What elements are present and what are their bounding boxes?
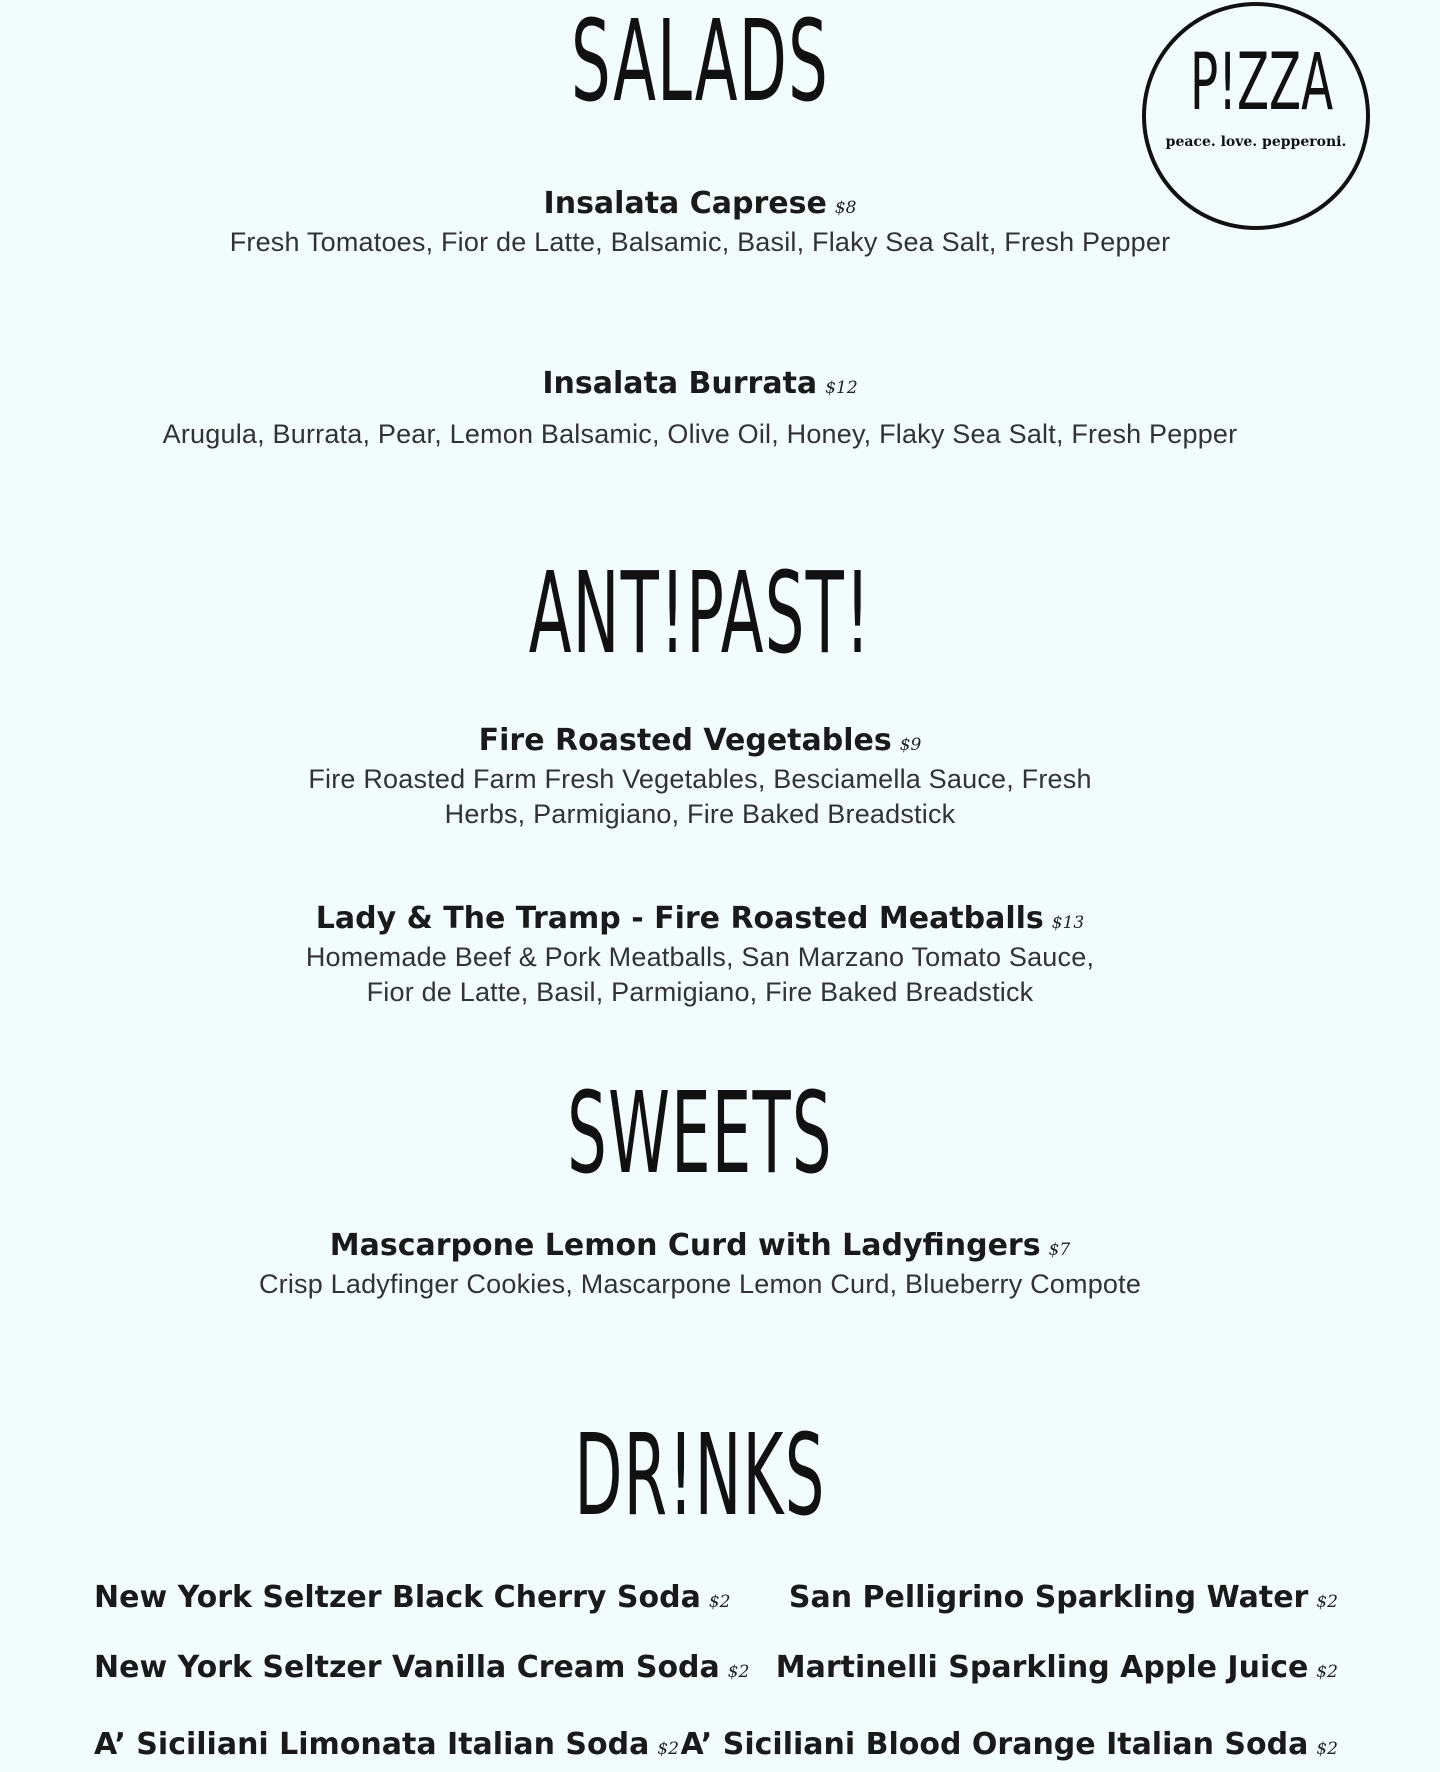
- menu-item: [0, 186, 1400, 260]
- item-name: Lady & The Tramp - Fire Roasted Meatballs $13: [315, 901, 1085, 936]
- item-price: $13: [1051, 913, 1085, 933]
- drink-item: New York Seltzer Vanilla Cream Soda $2: [94, 1650, 750, 1685]
- section-title-drinks: DR!NKS: [574, 1411, 826, 1541]
- item-description: Fire Roasted Farm Fresh Vegetables, Besciamella Sauce, Fresh Herbs, Parmigiano, Fire Baked Breadstick: [308, 764, 1092, 829]
- logo-wordmark: P!ZZA: [1190, 38, 1334, 128]
- drink-price: $2: [708, 1592, 731, 1612]
- drink-price: $2: [1316, 1592, 1338, 1612]
- drink-item: A’ Siciliani Limonata Italian Soda $2: [94, 1727, 679, 1762]
- item-price: $8: [834, 198, 857, 218]
- menu-item: [0, 901, 1400, 1010]
- item-price: $7: [1048, 1240, 1071, 1260]
- item-description: Fresh Tomatoes, Fior de Latte, Balsamic, Basil, Flaky Sea Salt, Fresh Pepper: [229, 227, 1171, 257]
- drink-price: $2: [727, 1662, 750, 1682]
- logo-tagline: peace. love. pepperoni.: [1165, 134, 1347, 150]
- menu-item: [0, 723, 1400, 832]
- menu-item: [0, 366, 1400, 452]
- item-price: $12: [825, 378, 858, 398]
- item-name: Mascarpone Lemon Curd with Ladyfingers $7: [329, 1228, 1071, 1263]
- section-title-sweets: SWEETS: [567, 1069, 833, 1199]
- section-title-salads: SALADS: [570, 0, 829, 127]
- item-description: Homemade Beef & Pork Meatballs, San Marzano Tomato Sauce, Fior de Latte, Basil, Parmigiano, Fire Baked Breadstick: [305, 942, 1095, 1007]
- menu-item: [0, 1228, 1400, 1302]
- item-description: Arugula, Burrata, Pear, Lemon Balsamic, Olive Oil, Honey, Flaky Sea Salt, Fresh Pepper: [162, 419, 1238, 449]
- drink-item: San Pelligrino Sparkling Water $2: [788, 1580, 1338, 1615]
- item-price: $9: [899, 735, 922, 755]
- item-name: Insalata Burrata $12: [542, 366, 858, 401]
- drink-item: New York Seltzer Black Cherry Soda $2: [94, 1580, 731, 1615]
- section-title-antipasti: ANT!PAST!: [528, 549, 872, 679]
- item-name: Insalata Caprese $8: [543, 186, 857, 221]
- item-name: Fire Roasted Vegetables $9: [478, 723, 922, 758]
- drink-price: $2: [1316, 1662, 1338, 1682]
- drink-price: $2: [657, 1739, 679, 1759]
- drink-price: $2: [1316, 1739, 1338, 1759]
- item-description: Crisp Ladyfinger Cookies, Mascarpone Lemon Curd, Blueberry Compote: [258, 1269, 1142, 1299]
- drink-item: Martinelli Sparkling Apple Juice $2: [775, 1650, 1338, 1685]
- drink-item: A’ Siciliani Blood Orange Italian Soda $2: [680, 1727, 1338, 1762]
